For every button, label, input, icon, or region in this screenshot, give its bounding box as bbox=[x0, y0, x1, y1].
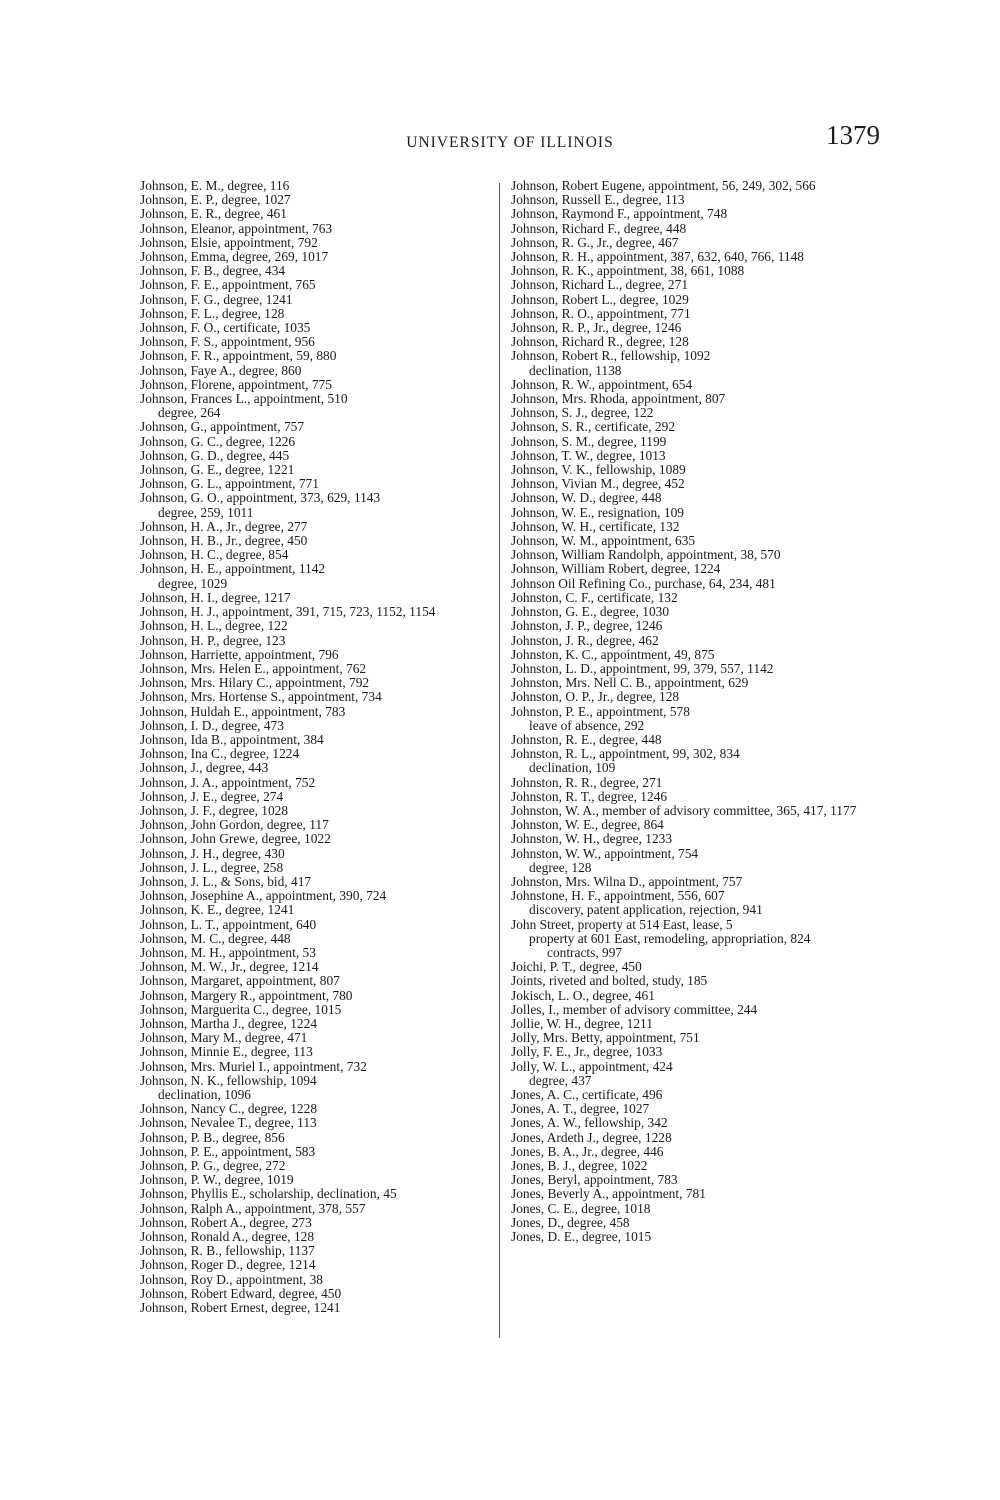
index-entry: Jones, A. W., fellowship, 342 bbox=[511, 1115, 668, 1131]
index-entry: Johnson, E. M., degree, 116 bbox=[140, 178, 290, 193]
index-entry: Johnson, William Robert, degree, 1224 bbox=[511, 561, 721, 577]
index-entry: Johnson, Russell E., degree, 113 bbox=[511, 192, 685, 208]
index-entry: Johnston, J. P., degree, 1246 bbox=[511, 618, 663, 634]
index-entry: Johnson, Vivian M., degree, 452 bbox=[511, 476, 685, 492]
index-entry: Johnson, Mrs. Hortense S., appointment, 734 bbox=[140, 689, 382, 705]
index-entry: degree, 264 bbox=[158, 405, 221, 421]
index-entry: contracts, 997 bbox=[547, 944, 623, 960]
index-entry: Johnson, R. P., Jr., degree, 1246 bbox=[511, 320, 682, 336]
index-entry: Johnson, Emma, degree, 269, 1017 bbox=[140, 249, 329, 265]
index-entry: Johnson, M. W., Jr., degree, 1214 bbox=[140, 959, 319, 975]
index-entry: Johnson, S. M., degree, 1199 bbox=[511, 433, 667, 449]
index-entry: Johnston, K. C., appointment, 49, 875 bbox=[511, 646, 715, 662]
column-divider bbox=[499, 183, 500, 1338]
index-entry: Johnson, Huldah E., appointment, 783 bbox=[140, 703, 346, 719]
index-entry: Johnson, Margery R., appointment, 780 bbox=[140, 987, 353, 1003]
index-entry: Jokisch, L. O., degree, 461 bbox=[511, 987, 655, 1003]
index-entry: Johnson, H. L., degree, 122 bbox=[140, 618, 288, 634]
index-entry: Johnson, G. L., appointment, 771 bbox=[140, 476, 319, 492]
index-entry: Jolles, I., member of advisory committee, 244 bbox=[511, 1001, 758, 1017]
index-entry: declination, 1138 bbox=[529, 362, 622, 378]
index-entry: Johnson, G. D., degree, 445 bbox=[140, 447, 290, 463]
index-entry: Joichi, P. T., degree, 450 bbox=[511, 959, 642, 975]
index-entry: Jones, Ardeth J., degree, 1228 bbox=[511, 1129, 672, 1145]
index-entry: Johnson, H. I., degree, 1217 bbox=[140, 589, 291, 605]
index-entry: Johnson, Robert Edward, degree, 450 bbox=[140, 1285, 342, 1301]
index-entry: Johnson, Mrs. Hilary C., appointment, 792 bbox=[140, 675, 370, 691]
index-entry: Johnson, Roger D., degree, 1214 bbox=[140, 1257, 316, 1273]
index-entry: Johnson, M. H., appointment, 53 bbox=[140, 944, 316, 960]
index-entry: Johnston, W. A., member of advisory committee, 365, 417, 1177 bbox=[511, 802, 857, 818]
index-entry: Johnson, F. L., degree, 128 bbox=[140, 305, 285, 321]
index-entry: Jolly, Mrs. Betty, appointment, 751 bbox=[511, 1030, 700, 1046]
index-entry: Jones, A. C., certificate, 496 bbox=[511, 1087, 663, 1102]
index-entry: Jolly, F. E., Jr., degree, 1033 bbox=[511, 1044, 663, 1060]
index-entry: Johnston, R. T., degree, 1246 bbox=[511, 788, 668, 804]
index-entry: degree, 259, 1011 bbox=[158, 504, 254, 520]
index-entry: Johnson, F. B., degree, 434 bbox=[140, 263, 286, 279]
index-entry: Johnson, Mrs. Muriel I., appointment, 732 bbox=[140, 1058, 367, 1074]
index-entry: Johnson, I. D., degree, 473 bbox=[140, 717, 284, 733]
index-entry: Johnson Oil Refining Co., purchase, 64, 234, 481 bbox=[511, 575, 776, 591]
index-entry: Johnson, Elsie, appointment, 792 bbox=[140, 234, 318, 250]
index-entry: Jones, D., degree, 458 bbox=[511, 1214, 630, 1230]
index-entry: Johnson, F. O., certificate, 1035 bbox=[140, 320, 311, 336]
index-entry: Johnson, Roy D., appointment, 38 bbox=[140, 1271, 324, 1287]
index-entry: declination, 1096 bbox=[158, 1087, 251, 1102]
index-entry: Johnson, Robert R., fellowship, 1092 bbox=[511, 348, 711, 364]
index-entry: degree, 437 bbox=[529, 1072, 592, 1088]
index-entry: Johnson, Richard L., degree, 271 bbox=[511, 277, 689, 293]
index-entry: Johnston, O. P., Jr., degree, 128 bbox=[511, 689, 680, 705]
index-entry: Johnson, Mrs. Rhoda, appointment, 807 bbox=[511, 391, 726, 407]
index-entry: Johnson, G., appointment, 757 bbox=[140, 419, 305, 435]
index-entry: Johnson, Minnie E., degree, 113 bbox=[140, 1044, 313, 1060]
index-entry: degree, 128 bbox=[529, 859, 592, 875]
index-entry: Johnston, R. E., degree, 448 bbox=[511, 731, 662, 747]
index-entry: Johnson, L. T., appointment, 640 bbox=[140, 916, 317, 932]
index-entry: Johnson, Ina C., degree, 1224 bbox=[140, 746, 300, 762]
index-entry: Johnston, W. W., appointment, 754 bbox=[511, 845, 699, 861]
index-entry: Johnston, Mrs. Wilna D., appointment, 757 bbox=[511, 873, 743, 889]
index-column-left bbox=[140, 179, 490, 1315]
index-entry: Johnson, E. P., degree, 1027 bbox=[140, 192, 291, 208]
index-entry: Jones, B. J., degree, 1022 bbox=[511, 1158, 648, 1174]
index-entry: Johnson, Nancy C., degree, 1228 bbox=[140, 1101, 318, 1117]
index-entry: Johnson, P. B., degree, 856 bbox=[140, 1129, 285, 1145]
index-entry: Johnson, Richard F., degree, 448 bbox=[511, 220, 687, 236]
index-entry: Johnson, J. H., degree, 430 bbox=[140, 845, 285, 861]
page-number: 1379 bbox=[826, 120, 880, 150]
index-entry: Johnson, H. E., appointment, 1142 bbox=[140, 561, 326, 577]
index-entry: Johnson, P. E., appointment, 583 bbox=[140, 1143, 316, 1159]
index-entry: Johnson, F. G., degree, 1241 bbox=[140, 291, 293, 307]
index-entry: Johnson, Mary M., degree, 471 bbox=[140, 1030, 308, 1046]
index-entry: Johnston, C. F., certificate, 132 bbox=[511, 589, 678, 605]
index-entry: Johnson, G. E., degree, 1221 bbox=[140, 462, 295, 478]
running-head: UNIVERSITY OF ILLINOIS bbox=[406, 134, 614, 151]
index-entry: Johnson, F. E., appointment, 765 bbox=[140, 277, 316, 293]
index-entry: Johnson, Robert L., degree, 1029 bbox=[511, 291, 689, 307]
index-entry: Johnson, J. A., appointment, 752 bbox=[140, 774, 316, 790]
index-entry: Johnston, G. E., degree, 1030 bbox=[511, 604, 670, 620]
index-entry: Jones, B. A., Jr., degree, 446 bbox=[511, 1143, 664, 1159]
index-entry: Johnson, Marguerita C., degree, 1015 bbox=[140, 1001, 342, 1017]
index-entry: Johnson, Martha J., degree, 1224 bbox=[140, 1015, 318, 1031]
index-entry: Johnston, R. R., degree, 271 bbox=[511, 774, 663, 790]
index-entry: Johnson, H. P., degree, 123 bbox=[140, 632, 286, 648]
index-entry: Johnson, Richard R., degree, 128 bbox=[511, 334, 689, 350]
index-entry: Johnson, Mrs. Helen E., appointment, 762 bbox=[140, 660, 367, 676]
index-entry: Johnson, Phyllis E., scholarship, declination, 45 bbox=[140, 1186, 397, 1202]
index-entry: Johnson, John Gordon, degree, 117 bbox=[140, 817, 329, 833]
index-entry: Johnson, F. S., appointment, 956 bbox=[140, 334, 315, 350]
index-entry: Johnson, W. D., degree, 448 bbox=[511, 490, 662, 506]
index-entry: Johnson, Eleanor, appointment, 763 bbox=[140, 220, 333, 236]
index-entry: Jones, D. E., degree, 1015 bbox=[511, 1229, 652, 1245]
page-header bbox=[140, 120, 880, 160]
index-entry: Joints, riveted and bolted, study, 185 bbox=[511, 973, 708, 989]
index-entry: leave of absence, 292 bbox=[529, 717, 645, 733]
index-entry: Johnson, S. J., degree, 122 bbox=[511, 405, 654, 421]
index-entry: Johnson, W. E., resignation, 109 bbox=[511, 504, 684, 520]
index-entry: Johnson, H. A., Jr., degree, 277 bbox=[140, 518, 308, 534]
index-entry: Johnson, Ida B., appointment, 384 bbox=[140, 731, 324, 747]
index-column-right bbox=[511, 179, 877, 1244]
index-entry: Johnson, R. O., appointment, 771 bbox=[511, 305, 691, 321]
index-entry: Johnson, H. C., degree, 854 bbox=[140, 547, 289, 563]
index-entry: Johnson, Faye A., degree, 860 bbox=[140, 362, 302, 378]
index-entry: Johnston, Mrs. Nell C. B., appointment, 629 bbox=[511, 675, 749, 691]
index-entry: Johnson, H. B., Jr., degree, 450 bbox=[140, 533, 308, 549]
index-entry: Johnstone, H. F., appointment, 556, 607 bbox=[511, 888, 725, 904]
index-entry: Jollie, W. H., degree, 1211 bbox=[511, 1015, 653, 1031]
index-entry: Johnson, W. M., appointment, 635 bbox=[511, 533, 696, 549]
index-entry: Johnson, E. R., degree, 461 bbox=[140, 206, 287, 222]
index-entry: Johnson, R. K., appointment, 38, 661, 1088 bbox=[511, 263, 745, 279]
index-entry: Johnson, Robert Eugene, appointment, 56, 249, 302, 566 bbox=[511, 178, 816, 193]
index-entry: Johnson, R. W., appointment, 654 bbox=[511, 376, 693, 392]
index-entry: Johnson, Robert A., degree, 273 bbox=[140, 1214, 312, 1230]
index-entry: Johnson, N. K., fellowship, 1094 bbox=[140, 1072, 317, 1088]
index-entry: Jones, Beverly A., appointment, 781 bbox=[511, 1186, 706, 1202]
index-entry: Johnson, V. K., fellowship, 1089 bbox=[511, 462, 686, 478]
index-entry: Johnson, Robert Ernest, degree, 1241 bbox=[140, 1300, 341, 1316]
index-entry: Johnson, H. J., appointment, 391, 715, 723, 1152, 1154 bbox=[140, 604, 436, 620]
index-entry: Johnson, T. W., degree, 1013 bbox=[511, 447, 666, 463]
index-entry: Jones, C. E., degree, 1018 bbox=[511, 1200, 651, 1216]
index-entry: Johnson, Ralph A., appointment, 378, 557 bbox=[140, 1200, 366, 1216]
index-entry: Johnson, J. L., & Sons, bid, 417 bbox=[140, 873, 312, 889]
index-entry: Johnson, M. C., degree, 448 bbox=[140, 930, 291, 946]
index-entry: Johnston, P. E., appointment, 578 bbox=[511, 703, 690, 719]
index-entry: Johnson, S. R., certificate, 292 bbox=[511, 419, 676, 435]
index-entry: Johnson, W. H., certificate, 132 bbox=[511, 518, 680, 534]
index-entry: Johnson, K. E., degree, 1241 bbox=[140, 902, 295, 918]
index-entry: Johnson, J., degree, 443 bbox=[140, 760, 269, 776]
index-entry: Johnson, Ronald A., degree, 128 bbox=[140, 1229, 315, 1245]
index-entry: Johnson, P. G., degree, 272 bbox=[140, 1158, 286, 1174]
index-entry: Jones, A. T., degree, 1027 bbox=[511, 1101, 650, 1117]
index-entry: discovery, patent application, rejection, 941 bbox=[529, 902, 763, 918]
index-entry: Johnson, John Grewe, degree, 1022 bbox=[140, 831, 331, 847]
index-entry: Johnston, R. L., appointment, 99, 302, 834 bbox=[511, 746, 740, 762]
index-entry: Johnson, Florene, appointment, 775 bbox=[140, 376, 332, 392]
index-entry: Johnson, J. L., degree, 258 bbox=[140, 859, 284, 875]
index-entry: Johnston, W. H., degree, 1233 bbox=[511, 831, 673, 847]
index-entry: declination, 109 bbox=[529, 760, 616, 776]
index-entry: Johnson, R. B., fellowship, 1137 bbox=[140, 1243, 315, 1259]
index-entry: Johnson, J. F., degree, 1028 bbox=[140, 802, 289, 818]
index-entry: Johnston, W. E., degree, 864 bbox=[511, 817, 664, 833]
index-entry: Johnson, Nevalee T., degree, 113 bbox=[140, 1115, 317, 1131]
index-entry: Johnson, P. W., degree, 1019 bbox=[140, 1172, 294, 1188]
index-entry: Johnston, J. R., degree, 462 bbox=[511, 632, 659, 648]
index-entry: Johnson, Harriette, appointment, 796 bbox=[140, 646, 339, 662]
index-entry: property at 601 East, remodeling, appropriation, 824 bbox=[529, 930, 811, 946]
index-entry: Johnson, Raymond F., appointment, 748 bbox=[511, 206, 728, 222]
index-entry: Johnson, F. R., appointment, 59, 880 bbox=[140, 348, 337, 364]
index-entry: Johnson, R. H., appointment, 387, 632, 640, 766, 1148 bbox=[511, 249, 804, 265]
index-entry: Johnson, G. C., degree, 1226 bbox=[140, 433, 296, 449]
index-entry: Jolly, W. L., appointment, 424 bbox=[511, 1058, 673, 1074]
index-entry: Jones, Beryl, appointment, 783 bbox=[511, 1172, 678, 1188]
index-entry: Johnson, William Randolph, appointment, 38, 570 bbox=[511, 547, 781, 563]
index-entry: Johnson, J. E., degree, 274 bbox=[140, 788, 284, 804]
index-entry: Johnson, R. G., Jr., degree, 467 bbox=[511, 234, 679, 250]
index-entry: Johnson, G. O., appointment, 373, 629, 1143 bbox=[140, 490, 381, 506]
index-entry: Johnson, Margaret, appointment, 807 bbox=[140, 973, 340, 989]
index-entry: Johnson, Frances L., appointment, 510 bbox=[140, 391, 348, 407]
index-entry: degree, 1029 bbox=[158, 575, 228, 591]
index-entry: John Street, property at 514 East, lease, 5 bbox=[511, 916, 733, 932]
index-entry: Johnson, Josephine A., appointment, 390, 724 bbox=[140, 888, 387, 904]
index-entry: Johnston, L. D., appointment, 99, 379, 557, 1142 bbox=[511, 660, 774, 676]
